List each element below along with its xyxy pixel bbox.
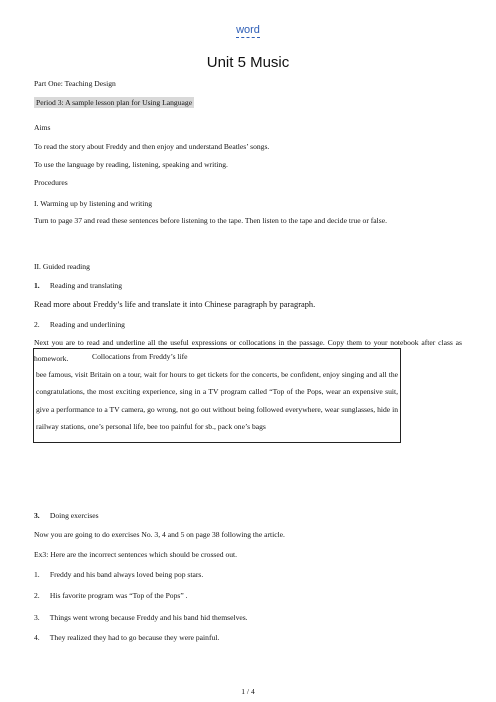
- step1-heading: I. Warming up by listening and writing: [34, 199, 152, 208]
- step2-sub2-number: 2.: [34, 320, 40, 329]
- step2-sub2-heading: [34, 320, 125, 329]
- page-number: 1 / 4: [241, 687, 255, 696]
- collocations-text: bee famous, visit Britain on a tour, wait for hours to get tickets for the concerts, be confident, enjoy singing and all the congratulations, the most exciting experience, sing in a TV program called “Top of the Pops, wear an expensive suit, give a performance to a TV camera, go wrong, not go out without being followed everywhere, wear sunglasses, hide in railway stations, one’s personal life, bee too painful for sb., pack one’s bags: [36, 370, 398, 432]
- collocations-box: [33, 348, 401, 443]
- procedures-heading: Procedures: [34, 178, 68, 187]
- page-title: Unit 5 Music: [206, 54, 290, 71]
- step2-sub1-number: 1.: [34, 281, 40, 290]
- aim-item: To read the story about Freddy and then enjoy and understand Beatles’ songs.: [34, 142, 270, 151]
- step3-number: 3.: [34, 511, 40, 520]
- aim-item: To use the language by reading, listening, speaking and writing.: [34, 160, 228, 169]
- step2-sub2-title: Reading and underlining: [49, 320, 125, 329]
- part-heading: Part One: Teaching Design: [34, 79, 116, 88]
- ex3-heading: Ex3: Here are the incorrect sentences which should be crossed out.: [34, 550, 238, 559]
- list-item: 3. Things went wrong because Freddy and his band hid themselves.: [34, 613, 248, 622]
- period-heading: Period 3: A sample lesson plan for Using Language: [36, 98, 193, 107]
- aims-heading: Aims: [34, 123, 51, 132]
- step2-sub1-text: Read more about Freddy’s life and translate it into Chinese paragraph by paragraph.: [34, 300, 316, 309]
- collocations-title: Collocations from Freddy’s life: [92, 352, 188, 361]
- list-item: 4. They realized they had to go because they were painful.: [34, 633, 220, 642]
- step3-text: Now you are going to do exercises No. 3, 4 and 5 on page 38 following the article.: [34, 530, 285, 539]
- step3-heading: [34, 511, 99, 520]
- step2-heading: II. Guided reading: [34, 262, 90, 271]
- list-item: 1. Freddy and his band always loved being pop stars.: [34, 570, 204, 579]
- step3-title: Doing exercises: [49, 511, 99, 520]
- step2-sub1-title: Reading and translating: [49, 281, 123, 290]
- list-item: 2. His favorite program was “Top of the Pops” .: [34, 591, 188, 600]
- step2-sub2-text: Next you are to read and underline all the useful expressions or collocations in the passage. Copy them to your notebook after class as homework.: [34, 338, 462, 363]
- step2-sub1-heading: [34, 281, 122, 290]
- step1-text: Turn to page 37 and read these sentences before listening to the tape. Then listen to the tape and decide true or false.: [34, 216, 387, 225]
- header-brand: word: [236, 24, 260, 36]
